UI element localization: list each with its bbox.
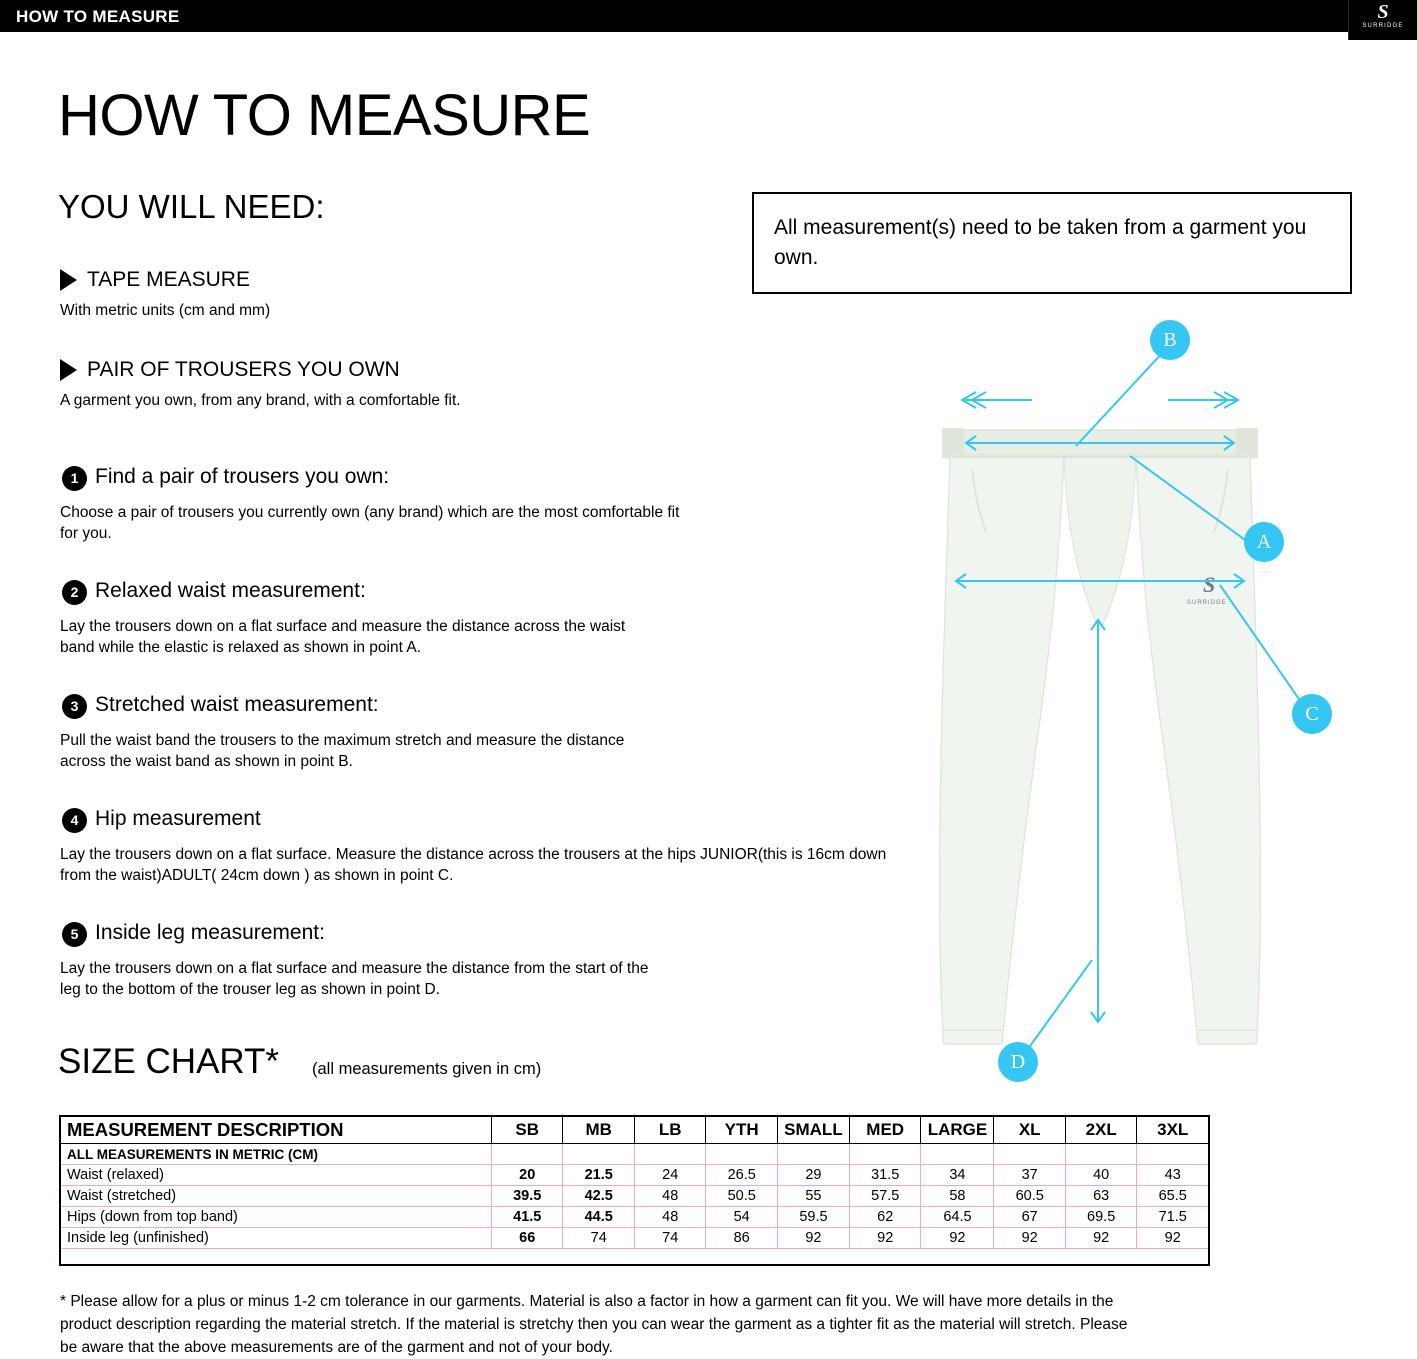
step-body-2: Lay the trousers down on a flat surface and measure the distance across the waist band while the elastic is relaxed as shown in point A. (60, 618, 626, 656)
empty-cell (777, 1144, 849, 1165)
footnote-text: * Please allow for a plus or minus 1-2 cm tolerance in our garments. Material is also a factor in how a garment can fit you. We will have more details in the product description regarding the material stretch. If the material is stretchy then you can wear the garment as a tighter fit as the material will stretch. Please be aware that the above measurements are of the garment and not of your body. (60, 1293, 1128, 1356)
cell: 63 (1065, 1186, 1136, 1207)
svg-text:S: S (1203, 572, 1216, 597)
top-bar (0, 0, 1417, 32)
step-body-5: Lay the trousers down on a flat surface and measure the distance from the start of the leg to the bottom of the trouser leg as shown in point D. (60, 960, 649, 998)
cell: 74 (563, 1228, 634, 1249)
step-body-1: Choose a pair of trousers you currently own (any brand) which are the most comfortable fit for you. (60, 504, 680, 542)
page-title: HOW TO MEASURE (58, 83, 591, 148)
brand-logo (1348, 0, 1417, 40)
cell: 44.5 (563, 1207, 634, 1228)
step-title-4: Hip measurement (95, 807, 261, 830)
cell: 67 (994, 1207, 1065, 1228)
cell: 48 (634, 1186, 705, 1207)
cell: 92 (777, 1228, 849, 1249)
cell: 71.5 (1137, 1207, 1209, 1228)
brand-name: SURRIDGE (1362, 23, 1404, 29)
column-header: 2XL (1065, 1117, 1136, 1144)
you-will-need-heading: YOU WILL NEED: (58, 188, 325, 225)
table-header-row (61, 1117, 1209, 1144)
need-sub-trousers: A garment you own, from any brand, with a comfortable fit. (60, 392, 461, 409)
empty-cell (1137, 1144, 1209, 1165)
svg-text:SURRIDGE: SURRIDGE (1187, 600, 1227, 606)
cell: 26.5 (706, 1165, 777, 1186)
size-chart-title: SIZE CHART* (58, 1042, 280, 1081)
step-number-1: 1 (62, 466, 87, 491)
cell: 37 (994, 1165, 1065, 1186)
step-title-5: Inside leg measurement: (95, 921, 325, 944)
step-number-4: 4 (62, 808, 87, 833)
marker-c: C (1292, 694, 1332, 734)
size-chart-table (60, 1116, 1209, 1249)
empty-cell (563, 1144, 634, 1165)
empty-cell (921, 1144, 994, 1165)
cell: 43 (1137, 1165, 1209, 1186)
empty-cell (706, 1144, 777, 1165)
cell: 31.5 (849, 1165, 920, 1186)
column-header: LB (634, 1117, 705, 1144)
column-header: LARGE (921, 1117, 994, 1144)
column-header: XL (994, 1117, 1065, 1144)
need-sub-tape-measure: With metric units (cm and mm) (60, 302, 271, 319)
top-bar-title: HOW TO MEASURE (16, 7, 180, 26)
cell: 92 (1065, 1228, 1136, 1249)
need-title: PAIR OF TROUSERS YOU OWN (87, 358, 400, 381)
step-number-3: 3 (62, 694, 87, 719)
metric-label: ALL MEASUREMENTS IN METRIC (CM) (61, 1144, 492, 1165)
column-header: SMALL (777, 1117, 849, 1144)
cell: 59.5 (777, 1207, 849, 1228)
cell: 92 (849, 1228, 920, 1249)
need-item-tape-measure (60, 268, 250, 292)
cell: 92 (994, 1228, 1065, 1249)
row-label: Waist (relaxed) (61, 1165, 492, 1186)
cell: 74 (634, 1228, 705, 1249)
column-header: SB (491, 1117, 562, 1144)
cell: 86 (706, 1228, 777, 1249)
empty-cell (634, 1144, 705, 1165)
trousers-graphic (940, 428, 1261, 1044)
cell: 41.5 (491, 1207, 562, 1228)
cell: 40 (1065, 1165, 1136, 1186)
cell: 64.5 (921, 1207, 994, 1228)
column-header: MB (563, 1117, 634, 1144)
cell: 21.5 (563, 1165, 634, 1186)
cell: 66 (491, 1228, 562, 1249)
marker-b: B (1150, 320, 1190, 360)
triangle-bullet-icon (60, 359, 77, 381)
column-header: MEASUREMENT DESCRIPTION (61, 1117, 492, 1144)
table-row (61, 1228, 1209, 1249)
cell: 92 (921, 1228, 994, 1249)
step-number-2: 2 (62, 580, 87, 605)
cell: 20 (491, 1165, 562, 1186)
cell: 55 (777, 1186, 849, 1207)
empty-cell (1065, 1144, 1136, 1165)
size-chart-note: (all measurements given in cm) (312, 1060, 542, 1078)
cell: 54 (706, 1207, 777, 1228)
cell: 62 (849, 1207, 920, 1228)
step-title-1: Find a pair of trousers you own: (95, 465, 390, 488)
marker-a: A (1244, 522, 1284, 562)
need-item-trousers (60, 358, 400, 382)
table-row (61, 1165, 1209, 1186)
column-header: 3XL (1137, 1117, 1209, 1144)
row-label: Inside leg (unfinished) (61, 1228, 492, 1249)
callout-text: All measurement(s) need to be taken from a garment you own. (774, 216, 1307, 269)
cell: 39.5 (491, 1186, 562, 1207)
step-body-4: Lay the trousers down on a flat surface. Measure the distance across the trousers at the hips JUNIOR(this is 16cm down from the waist)ADULT( 24cm down ) as shown in point C. (60, 846, 887, 884)
cell: 57.5 (849, 1186, 920, 1207)
cell: 48 (634, 1207, 705, 1228)
column-header: YTH (706, 1117, 777, 1144)
cell: 65.5 (1137, 1186, 1209, 1207)
table-row (61, 1186, 1209, 1207)
cell: 58 (921, 1186, 994, 1207)
cell: 24 (634, 1165, 705, 1186)
step-number-5: 5 (62, 922, 87, 947)
table-row-metric (61, 1144, 1209, 1165)
step-title-3: Stretched waist measurement: (95, 693, 379, 716)
marker-d: D (998, 1042, 1038, 1082)
callout-box (752, 192, 1352, 294)
cell: 34 (921, 1165, 994, 1186)
empty-cell (994, 1144, 1065, 1165)
brand-initial: S (1377, 1, 1389, 23)
step-title-2: Relaxed waist measurement: (95, 579, 366, 602)
cell: 42.5 (563, 1186, 634, 1207)
trouser-measurement-diagram (880, 300, 1380, 1090)
empty-cell (491, 1144, 562, 1165)
cell: 69.5 (1065, 1207, 1136, 1228)
table-row (61, 1207, 1209, 1228)
cell: 60.5 (994, 1186, 1065, 1207)
need-title: TAPE MEASURE (87, 268, 250, 291)
triangle-bullet-icon (60, 269, 77, 291)
column-header: MED (849, 1117, 920, 1144)
row-label: Waist (stretched) (61, 1186, 492, 1207)
cell: 29 (777, 1165, 849, 1186)
cell: 92 (1137, 1228, 1209, 1249)
row-label: Hips (down from top band) (61, 1207, 492, 1228)
cell: 50.5 (706, 1186, 777, 1207)
empty-cell (849, 1144, 920, 1165)
step-body-3: Pull the waist band the trousers to the maximum stretch and measure the distance across the waist band as shown in point B. (60, 732, 625, 770)
